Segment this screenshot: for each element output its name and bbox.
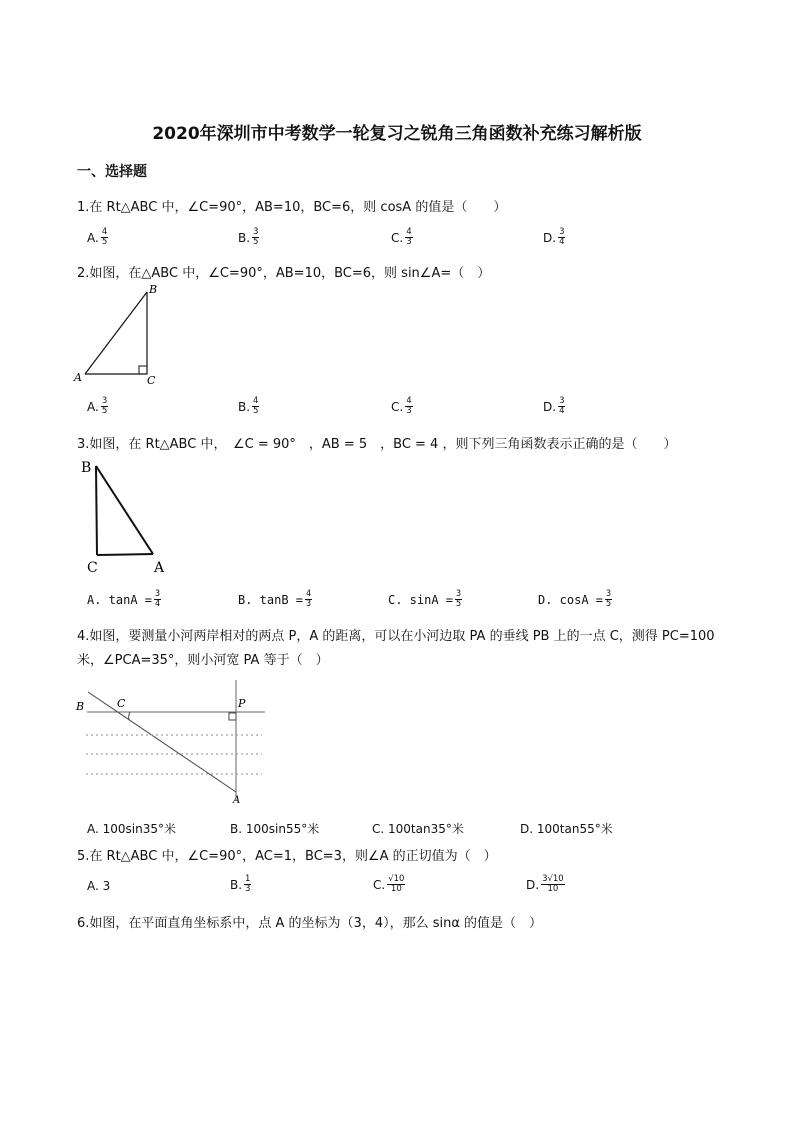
option-fraction: $\frac{3√10}{10}$ — [542, 874, 564, 894]
option-label: C. sinA = — [388, 592, 454, 607]
section-heading: 一、选择题 — [77, 164, 147, 180]
label-a: A — [154, 560, 165, 574]
q4-river-figure — [72, 675, 272, 807]
q1-option-c[interactable] — [391, 228, 413, 247]
q3-option-c[interactable] — [388, 590, 462, 609]
label-c: C — [117, 697, 126, 710]
question-2-stem: 2.如图，在△ABC 中，∠C=90°，AB=10，BC=6，则 sin∠A=（ ） — [77, 266, 491, 281]
option-fraction: $\frac{3}{5}$ — [253, 227, 259, 247]
option-label: C. — [373, 877, 386, 892]
right-angle-mark — [229, 713, 236, 720]
q5-option-a[interactable]: A. 3 — [87, 879, 111, 893]
option-fraction: $\frac{3}{4}$ — [559, 396, 565, 416]
page-title: 2020年深圳市中考数学一轮复习之锐角三角函数补充练习解析版 — [152, 124, 642, 144]
option-fraction: $\frac{4}{3}$ — [406, 396, 412, 416]
q1-option-b[interactable] — [238, 228, 259, 247]
q2-option-c[interactable] — [391, 397, 413, 416]
option-label: B. — [238, 399, 251, 414]
option-label: D. — [526, 877, 540, 892]
label-b: B — [81, 460, 92, 476]
side-ab — [85, 292, 147, 374]
option-fraction: $\frac{3}{4}$ — [155, 589, 161, 609]
q2-triangle-figure — [72, 282, 162, 386]
question-1-stem: 1.在 Rt△ABC 中，∠C=90°，AB=10，BC=6，则 cosA 的值是（ ） — [77, 200, 507, 215]
option-label: A. tanA = — [87, 592, 153, 607]
q3-triangle-figure — [78, 456, 168, 574]
option-label: B. — [238, 230, 251, 245]
label-a: A — [233, 795, 241, 806]
q5-option-b[interactable] — [230, 875, 251, 894]
q1-option-a[interactable] — [87, 228, 108, 247]
q3-option-d[interactable] — [538, 590, 612, 609]
q4-option-b[interactable]: B. 100sin55°米 — [230, 822, 320, 836]
option-label: A. — [87, 230, 99, 245]
option-fraction: $\frac{4}{5}$ — [253, 396, 259, 416]
option-label: B. tanB = — [238, 592, 304, 607]
option-label: B. — [230, 877, 243, 892]
q3-option-b[interactable] — [238, 590, 312, 609]
option-fraction: $\frac{3}{4}$ — [559, 227, 565, 247]
option-label: C. — [391, 230, 404, 245]
label-p: P — [238, 697, 246, 710]
line-ca — [88, 692, 236, 792]
option-label: D. cosA = — [538, 592, 604, 607]
option-fraction: $\frac{3}{5}$ — [606, 589, 612, 609]
angle-arc — [129, 712, 130, 720]
q5-option-d[interactable] — [526, 875, 565, 894]
q4-option-c[interactable]: C. 100tan35°米 — [372, 822, 464, 836]
side-ab — [96, 466, 153, 554]
question-5-stem: 5.在 Rt△ABC 中，∠C=90°，AC=1，BC=3，则∠A 的正切值为（ ） — [77, 849, 497, 864]
question-4-stem-line1: 4.如图，要测量小河两岸相对的两点 P，A 的距离，可以在小河边取 PA 的垂线 PB 上的一点 C，测得 PC=100 — [77, 629, 715, 644]
option-fraction: $\frac{3}{5}$ — [101, 396, 108, 416]
q2-option-d[interactable] — [543, 397, 565, 416]
option-fraction: $\frac{4}{5}$ — [101, 227, 108, 247]
label-c: C — [147, 374, 156, 386]
q2-option-b[interactable] — [238, 397, 259, 416]
label-b: B — [149, 283, 158, 296]
option-fraction: $\frac{√10}{10}$ — [388, 874, 405, 894]
option-label: D. — [543, 399, 557, 414]
option-label: A. — [87, 399, 99, 414]
q3-option-a[interactable] — [87, 590, 161, 609]
q1-option-d[interactable] — [543, 228, 565, 247]
right-angle-mark — [139, 366, 147, 374]
option-fraction: $\frac{3}{5}$ — [456, 589, 462, 609]
label-b: B — [76, 700, 85, 713]
q2-option-a[interactable] — [87, 397, 108, 416]
q5-option-c[interactable] — [373, 875, 405, 894]
question-3-stem: 3.如图，在 Rt△ABC 中， ∠C = 90° ，AB = 5 ，BC = 4 ，则下列三角函数表示正确的是（ ） — [77, 437, 677, 452]
question-6-stem: 6.如图，在平面直角坐标系中，点 A 的坐标为（3，4），那么 sinα 的值是（ ） — [77, 916, 543, 931]
option-label: D. — [543, 230, 557, 245]
option-fraction: $\frac{4}{3}$ — [306, 589, 312, 609]
option-label: C. — [391, 399, 404, 414]
side-bc — [96, 466, 97, 555]
option-fraction: $\frac{4}{3}$ — [406, 227, 412, 247]
label-c: C — [87, 560, 98, 574]
question-4-stem-line2: 米，∠PCA=35°，则小河宽 PA 等于（ ） — [77, 653, 329, 668]
label-a: A — [74, 371, 82, 384]
option-fraction: $\frac{1}{3}$ — [245, 874, 251, 894]
q4-option-d[interactable]: D. 100tan55°米 — [520, 822, 613, 836]
side-ca — [97, 554, 153, 555]
q4-option-a[interactable]: A. 100sin35°米 — [87, 822, 176, 836]
